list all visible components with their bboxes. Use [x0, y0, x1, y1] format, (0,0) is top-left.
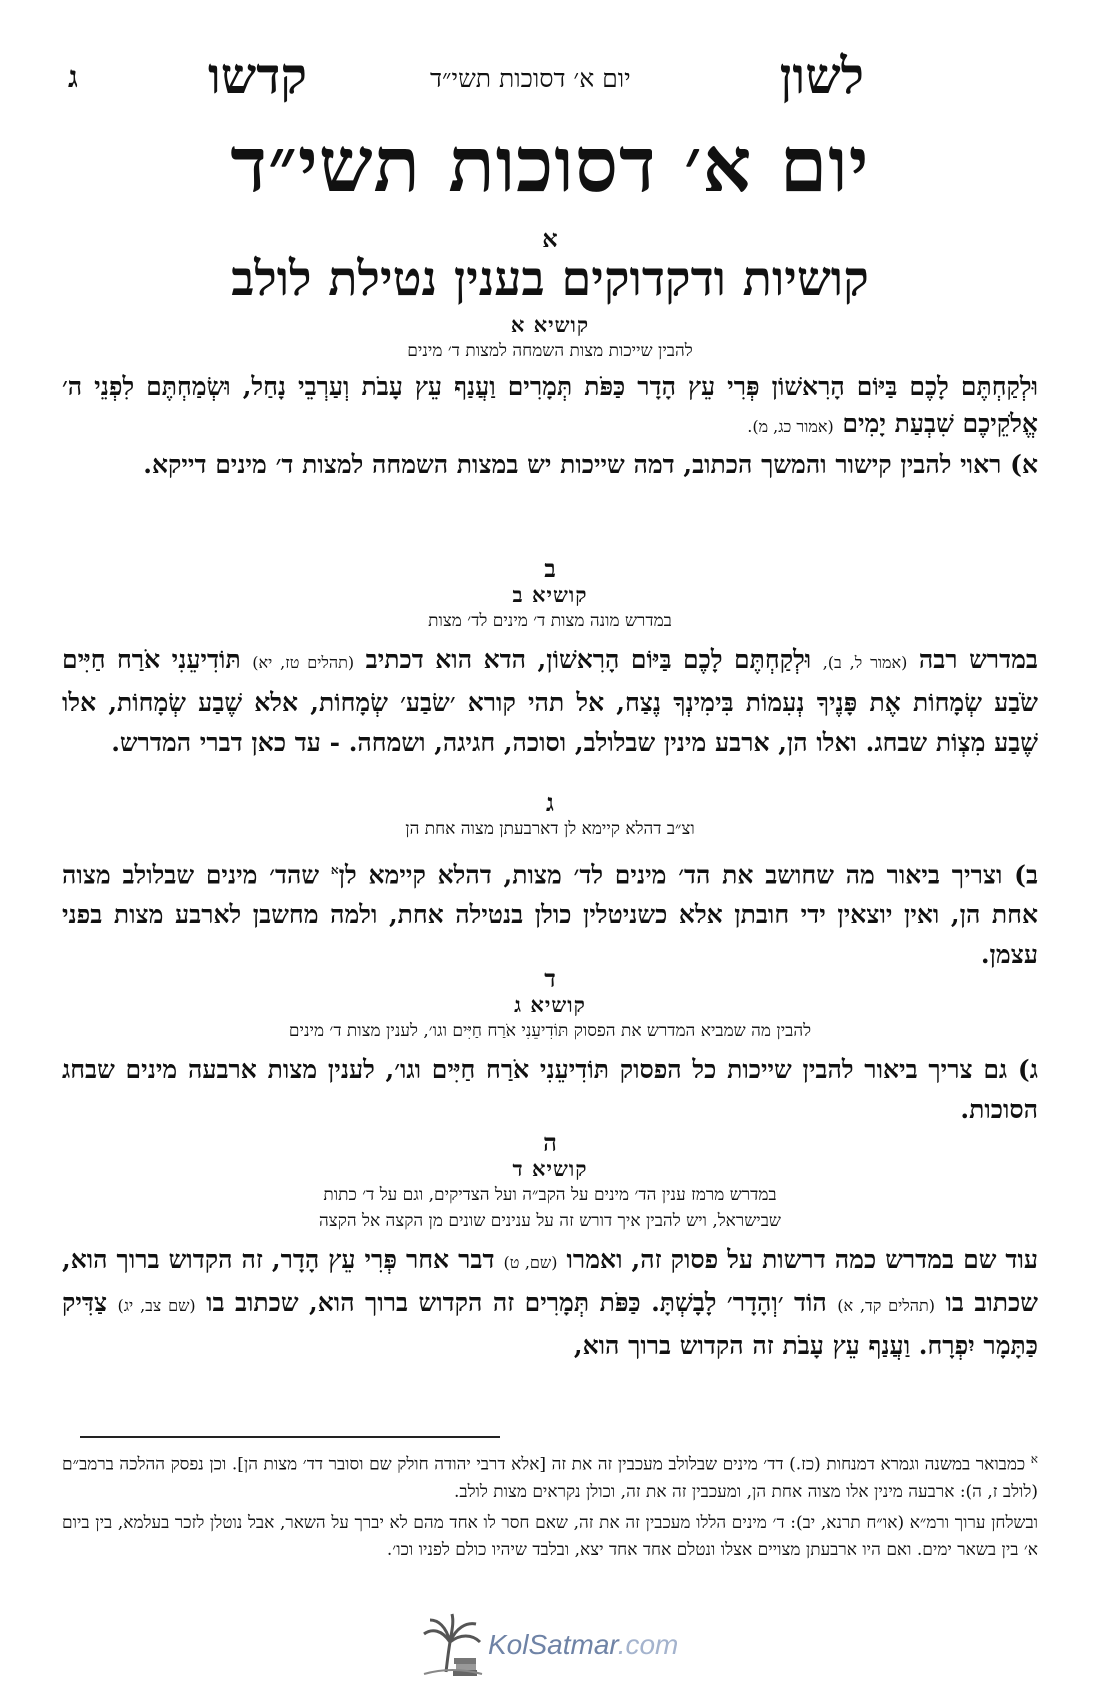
section-title: קושיות ודקדוקים בענין נטילת לולב [231, 251, 869, 307]
paragraph-text: תּוֹדִיעֵנִי אֹרַח חַיִּים שֹׂבַע שְׂמָחוֹת אֶת פָּנֶיךָ נְעִמוֹת בִּימִינְךָ נֶצַח, אל תהי קורא ׳שׂבַע׳ שְׂמָחוֹת, אלא שֶׁבַע שְׂמָחוֹת, אלו שֶׁבַע מִצְוֹת שבחג. ואלו הן, ארבע מינין שבלולב, וסוכה, חגיגה, ושמחה. - עד כאן דברי המדרש. [62, 645, 1038, 757]
logo-text [488, 1629, 678, 1661]
paragraph-text: עוד שם במדרש כמה דרשות על פסוק זה, ואמרו [566, 1245, 1038, 1274]
citation: (תהלים טז, יא) [252, 653, 355, 672]
header-right-word: לשון [779, 46, 864, 105]
section-letter: ג [546, 788, 554, 817]
footnotes [62, 1446, 1038, 1568]
paragraph-text: ב) וצריך ביאור מה שחושב את הד׳ מינים לד׳ מצות, דהלא קיימא לן [338, 860, 1038, 890]
citation: (תהלים קד, א) [837, 1296, 935, 1315]
paragraph-text: הוֹד ׳וְהָדָר׳ לָבָשְׁתָּ. כַּפֹּת תְּמָרִים זה הקדוש ברוך הוא, שכתוב בו [206, 1288, 827, 1317]
section-b [62, 556, 1038, 763]
verse-text [62, 368, 1038, 445]
section-subtitle: וצ״ב דהלא קיימא לן דארבעתן מצוה אחת הן [405, 819, 695, 839]
citation: (שם צב, יג) [117, 1296, 196, 1315]
paragraph-text: דבר אחר פְּרִי עֵץ הָדָר, זה הקדוש ברוך הוא, שכתוב בו [62, 1245, 1038, 1317]
paragraph-a: א) ראוי להבין קישור והמשך הכתוב, דמה שייכות יש במצות השמחה למצות ד׳ מינים דייקא. [143, 450, 1038, 479]
section-letter: ב [544, 554, 556, 583]
section-letter: ד [544, 964, 556, 993]
citation: (אמור ל, ב), [822, 653, 908, 672]
section-letter: א [542, 224, 558, 253]
page-number: ג [68, 60, 78, 95]
verse-citation: (אמור כג, מ). [747, 417, 834, 436]
section-h [62, 1130, 1038, 1366]
footnote-marker: א [1030, 1452, 1038, 1466]
paragraph-text: וּלְקַחְתֶּם לָכֶם בַּיּוֹם הָרִאשׁוֹן, הדא הוא דכתיב [365, 645, 812, 674]
kushya-label: קושיא ד [512, 1156, 588, 1181]
section-d [62, 966, 1038, 1130]
footnote-marker[interactable]: א [330, 863, 339, 877]
logo-suffix: .com [617, 1629, 679, 1660]
section-g [62, 790, 1038, 975]
citation: (שם, ט) [503, 1253, 558, 1272]
palm-tree-icon [420, 1612, 484, 1678]
running-header [0, 46, 1100, 106]
page-title: יום א׳ דסוכות תשי״ד [230, 120, 870, 209]
section-letter: ה [543, 1128, 557, 1157]
paragraph-text: שהד׳ מינים שבלולב מצוה אחת הן, ואין יוצאין ידי חובתן אלא כשניטלין כולן בנטילה אחת, ולמה מחשבן לארבע מצות בפני עצמן. [62, 860, 1038, 970]
paragraph-lead: במדרש רבה [918, 645, 1038, 674]
kushya-label: קושיא ג [514, 992, 586, 1017]
kolsatmar-logo[interactable] [420, 1612, 678, 1678]
logo-brand: KolSatmar [488, 1629, 618, 1660]
paragraph-b [62, 640, 1038, 763]
footnote-2: ובשלחן ערוך ורמ״א (או״ח תרנא, יב): ד׳ מינים הללו מעכבין זה את זה, שאם חסר לו אחד מהם לא יברך על השאר, אבל נוטלן לזכר בעלמא, בין ביום א׳ בין בשאר ימים. ואם היו ארבעתן מצויים אצלו ונטלם אחד אחד יצא, ובלבד שיהיו כולם לפניו וכו׳. [62, 1512, 1038, 1560]
section-1 [62, 226, 1038, 485]
paragraph-text: צַדִּיק כַּתָּמָר יִפְרָח. וַעֲנַף עֵץ עָבֹת זה הקדוש ברוך הוא, [62, 1288, 1038, 1360]
footnote-divider [80, 1436, 500, 1438]
header-center-text: יום א׳ דסוכות תשי״ד [430, 64, 631, 93]
paragraph-g [62, 850, 1038, 975]
kushya-subtitle: להבין שייכות מצות השמחה למצות ד׳ מינים [407, 341, 693, 361]
kushya-subtitle: במדרש מרמז ענין הד׳ מינים על הקב״ה ועל הצדיקים, וגם על ד׳ כתות [323, 1185, 777, 1205]
verse: וּלְקַחְתֶּם לָכֶם בַּיּוֹם הָרִאשׁוֹן פְּרִי עֵץ הָדָר כַּפֹּת תְּמָרִים וַעֲנַף עֵץ עָבֹת וְעַרְבֵי נָחַל, וּשְׂמַחְתֶּם לִפְנֵי ה׳ אֱלֹקֵיכֶם שִׁבְעַת יָמִים [62, 372, 1038, 438]
kushya-subtitle: במדרש מונה מצות ד׳ מינים לד׳ מצות [428, 611, 672, 631]
paragraph-d: ג) גם צריך ביאור להבין שייכות כל הפסוק תּוֹדִיעֵנִי אֹרַח חַיִּים וגו׳, לענין מצות ארבעה מינים שבחג הסוכות. [62, 1055, 1038, 1124]
kushya-label: קושיא ב [512, 582, 588, 607]
header-left-word: קדשו [208, 46, 307, 105]
footnote-1 [62, 1446, 1038, 1506]
kushya-label: קושיא א [510, 312, 590, 337]
paragraph-h [62, 1240, 1038, 1366]
kushya-subtitle: להבין מה שמביא המדרש את הפסוק תּוֹדִיעֵנִי אֹרַח חַיִּים וגו׳, לענין מצות ד׳ מינים [288, 1021, 812, 1041]
footnote-text: כמבואר במשנה וגמרא דמנחות (כז.) דד׳ מינים שבלולב מעכבין זה את זה [אלא דרבי יהודה חולק שם וסובר דד׳ מצות הן]. וכן נפסק ההלכה ברמב״ם (לולב ז, ה): ארבעה מינין אלו מצוה אחת הן, ומעכבין זה את זה, וכולן נקראים מצות לולב. [62, 1454, 1038, 1502]
kushya-subtitle: שבישראל, ויש להבין איך דורש זה על ענינים שונים מן הקצה אל הקצה [319, 1211, 781, 1231]
